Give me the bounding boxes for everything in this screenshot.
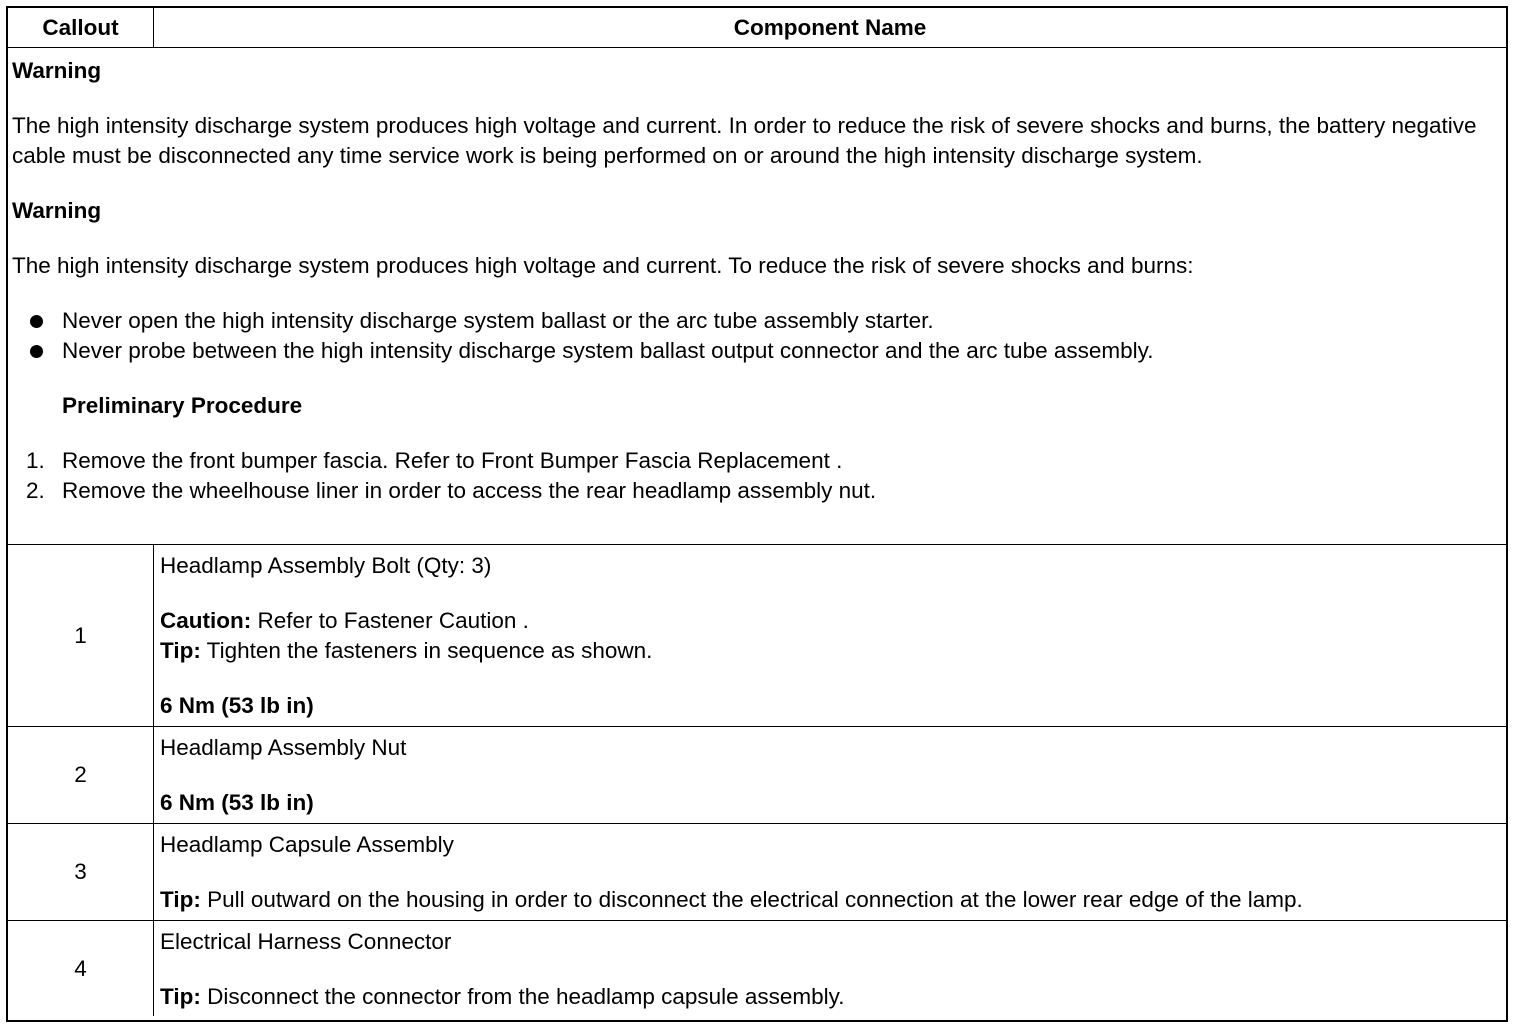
- intro-cell: [8, 48, 1506, 545]
- tip-label: Tip:: [160, 984, 201, 1009]
- bullet-icon: [30, 315, 43, 328]
- component-name: Headlamp Capsule Assembly: [160, 832, 454, 857]
- list-item: Never open the high intensity discharge system ballast or the arc tube assembly starter.: [12, 306, 1502, 336]
- table-row: [8, 824, 1506, 921]
- torque-spec: 6 Nm (53 lb in): [160, 790, 314, 815]
- tip-label: Tip:: [160, 887, 201, 912]
- component-description: [154, 727, 1507, 824]
- component-name: Electrical Harness Connector: [160, 929, 452, 954]
- table-header-row: [8, 8, 1506, 48]
- intro-row: [8, 48, 1506, 545]
- bullet-icon: [30, 345, 43, 358]
- callout-number: 4: [8, 921, 154, 1017]
- torque-spec: 6 Nm (53 lb in): [160, 693, 314, 718]
- table-row: [8, 727, 1506, 824]
- warning-2-title: Warning: [12, 198, 102, 223]
- component-description: [154, 921, 1507, 1017]
- component-table-sheet: [6, 6, 1508, 1022]
- procedure-steps: [12, 446, 1502, 506]
- table-row: [8, 921, 1506, 1017]
- caution-label: Caution:: [160, 608, 252, 633]
- tip-text: Tighten the fasteners in sequence as shown.: [200, 638, 653, 663]
- tip-label: Tip:: [160, 638, 201, 663]
- tip-text: Pull outward on the housing in order to disconnect the electrical connection at the lower rear edge of the lamp.: [200, 887, 1303, 912]
- warning-1-title: Warning: [12, 58, 102, 83]
- component-description: [154, 824, 1507, 921]
- component-name: Headlamp Assembly Bolt (Qty: 3): [160, 553, 492, 578]
- warning-1-text: The high intensity discharge system produces high voltage and current. In order to reduce the risk of severe shocks and burns, the battery negative cable must be disconnected any time service work is being performed on or around the high intensity discharge system.: [12, 113, 1477, 168]
- procedure-title: Preliminary Procedure: [62, 393, 303, 418]
- tip-text: Disconnect the connector from the headlamp capsule assembly.: [200, 984, 845, 1009]
- callout-number: 1: [8, 545, 154, 727]
- table-row: [8, 545, 1506, 727]
- caution-text: Refer to Fastener Caution .: [251, 608, 529, 633]
- component-name: Headlamp Assembly Nut: [160, 735, 407, 760]
- callout-number: 3: [8, 824, 154, 921]
- component-table: [8, 8, 1506, 1016]
- list-item: 2. Remove the wheelhouse liner in order to access the rear headlamp assembly nut.: [26, 478, 877, 503]
- list-item: Never probe between the high intensity discharge system ballast output connector and the arc tube assembly.: [12, 336, 1502, 366]
- callout-number: 2: [8, 727, 154, 824]
- warning-bullet-list: [12, 306, 1502, 366]
- warning-2-text: The high intensity discharge system produces high voltage and current. To reduce the risk of severe shocks and burns:: [12, 253, 1194, 278]
- callout-column-header: Callout: [8, 8, 154, 48]
- component-description: [154, 545, 1507, 727]
- component-name-column-header: Component Name: [154, 8, 1507, 48]
- list-item: 1. Remove the front bumper fascia. Refer to Front Bumper Fascia Replacement .: [26, 448, 843, 473]
